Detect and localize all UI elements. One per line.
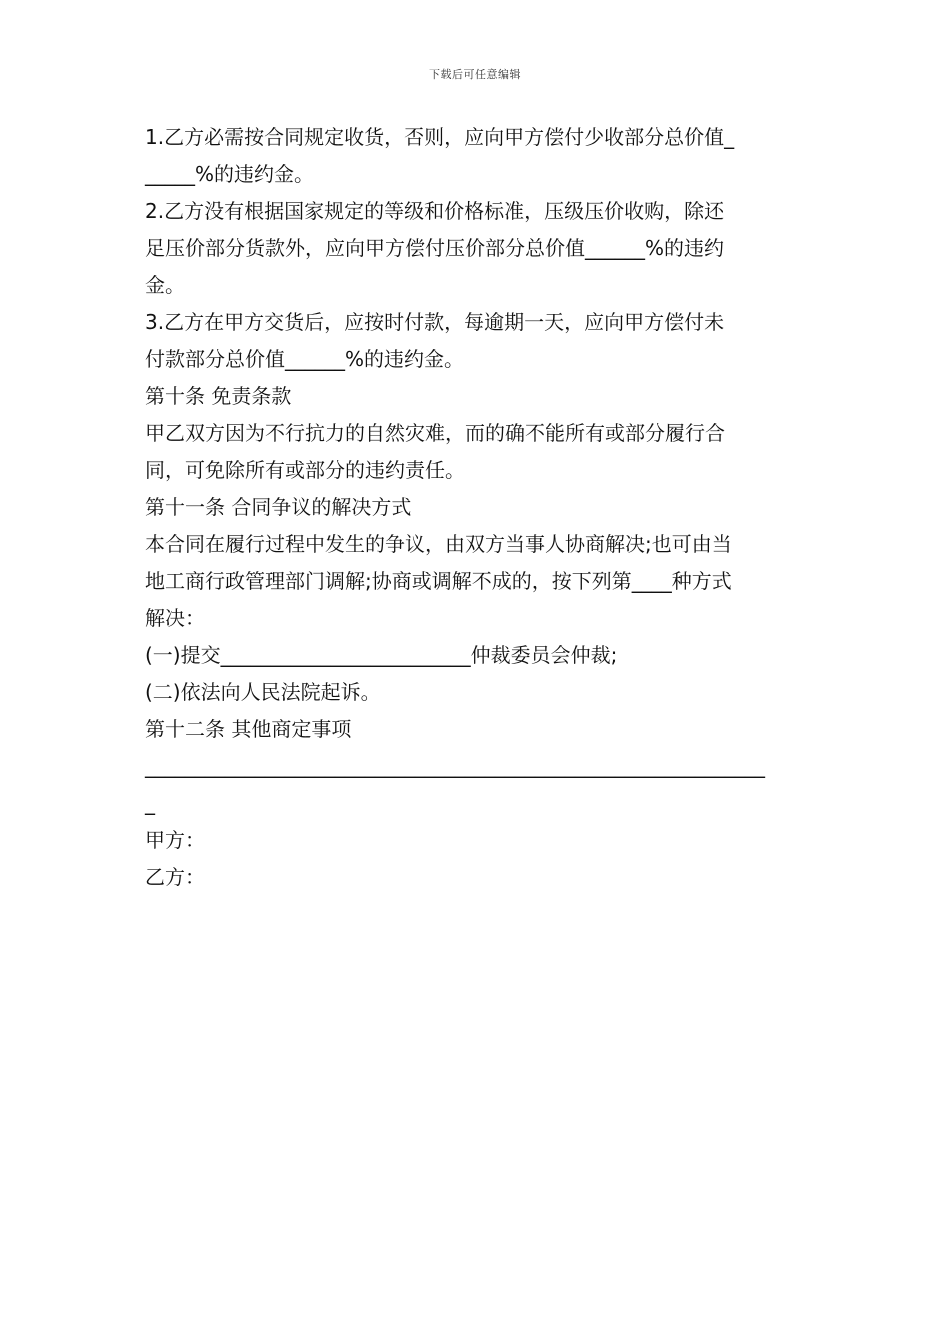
clause-line: 足压价部分货款外，应向甲方偿付压价部分总价值______%的违约 [145, 236, 725, 260]
clause-line: 付款部分总价值______%的违约金。 [145, 347, 465, 371]
party-a-signature: 甲方： [145, 828, 205, 852]
section-heading-11: 第十一条 合同争议的解决方式 [145, 495, 412, 519]
clause-line: 甲乙双方因为不行抗力的自然灾难，而的确不能所有或部分履行合 [145, 421, 725, 445]
clause-line: 1.乙方必需按合同规定收货，否则，应向甲方偿付少收部分总价值_ [145, 125, 735, 149]
clause-line: 地工商行政管理部门调解;协商或调解不成的，按下列第____种方式 [145, 569, 732, 593]
blank-fill-line: _ [145, 791, 155, 815]
clause-line: 本合同在履行过程中发生的争议，由双方当事人协商解决;也可由当 [145, 532, 732, 556]
clause-line: 3.乙方在甲方交货后，应按时付款，每逾期一天，应向甲方偿付未 [145, 310, 725, 334]
contract-body [145, 119, 809, 896]
clause-line: 金。 [145, 273, 185, 297]
blank-fill-line: ______________________________________________________________ [145, 754, 765, 778]
party-b-signature: 乙方： [145, 865, 205, 889]
clause-line: 解决： [145, 606, 205, 630]
section-heading-12: 第十二条 其他商定事项 [145, 717, 352, 741]
clause-line: 2.乙方没有根据国家规定的等级和价格标准，压级压价收购，除还 [145, 199, 725, 223]
section-heading-10: 第十条 免责条款 [145, 384, 292, 408]
page-header-note: 下载后可任意编辑 [429, 68, 521, 81]
option-court: (二)依法向人民法院起诉。 [145, 680, 381, 704]
option-arbitration: (一)提交_________________________仲裁委员会仲裁; [145, 643, 618, 667]
clause-line: 同，可免除所有或部分的违约责任。 [145, 458, 465, 482]
clause-line: _____%的违约金。 [145, 162, 315, 186]
